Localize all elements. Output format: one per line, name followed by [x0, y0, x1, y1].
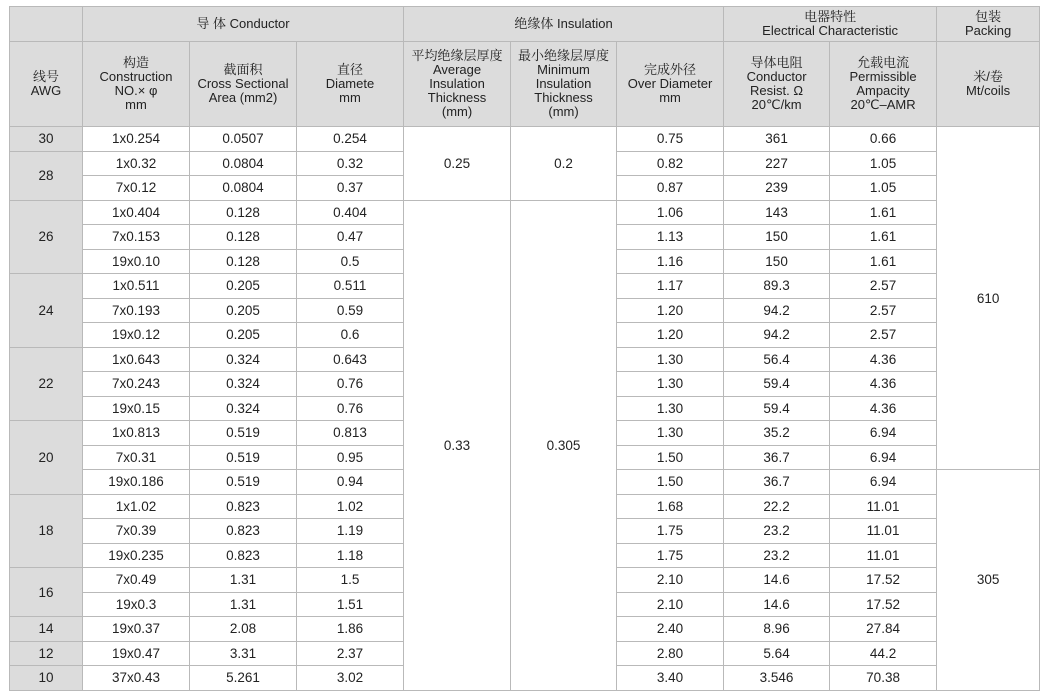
resistance-cell: 3.546	[724, 666, 830, 691]
ampacity-cell: 4.36	[830, 372, 937, 397]
header-electrical: 电器特性 Electrical Characteristic	[724, 7, 937, 42]
header-cross-section: 截面积 Cross Sectional Area (mm2)	[190, 42, 297, 127]
resistance-cell: 94.2	[724, 323, 830, 348]
cross-section-cell: 2.08	[190, 617, 297, 642]
ampacity-cell: 11.01	[830, 519, 937, 544]
over-diameter-cell: 2.10	[617, 592, 724, 617]
resistance-cell: 23.2	[724, 543, 830, 568]
resistance-cell: 56.4	[724, 347, 830, 372]
diameter-cell: 0.32	[297, 151, 404, 176]
construction-cell: 19x0.47	[83, 641, 190, 666]
construction-cell: 1x0.254	[83, 127, 190, 152]
diameter-cell: 0.76	[297, 372, 404, 397]
ampacity-cell: 17.52	[830, 592, 937, 617]
resistance-cell: 150	[724, 225, 830, 250]
ampacity-cell: 2.57	[830, 274, 937, 299]
over-diameter-cell: 1.30	[617, 396, 724, 421]
awg-cell: 22	[10, 347, 83, 421]
awg-cell: 20	[10, 421, 83, 495]
header-diameter: 直径 Diamete mm	[297, 42, 404, 127]
diameter-cell: 2.37	[297, 641, 404, 666]
diameter-cell: 1.18	[297, 543, 404, 568]
cross-section-cell: 0.324	[190, 347, 297, 372]
resistance-cell: 227	[724, 151, 830, 176]
resistance-cell: 8.96	[724, 617, 830, 642]
ampacity-cell: 17.52	[830, 568, 937, 593]
over-diameter-cell: 1.20	[617, 298, 724, 323]
cross-section-cell: 0.823	[190, 519, 297, 544]
header-packing: 包装 Packing	[937, 7, 1040, 42]
construction-cell: 1x1.02	[83, 494, 190, 519]
table-header	[10, 7, 1040, 127]
ampacity-cell: 44.2	[830, 641, 937, 666]
resistance-cell: 5.64	[724, 641, 830, 666]
cross-section-cell: 0.519	[190, 445, 297, 470]
awg-cell: 26	[10, 200, 83, 274]
over-diameter-cell: 1.50	[617, 445, 724, 470]
cross-section-cell: 5.261	[190, 666, 297, 691]
awg-cell: 16	[10, 568, 83, 617]
over-diameter-cell: 1.75	[617, 543, 724, 568]
awg-cell: 10	[10, 666, 83, 691]
diameter-cell: 0.511	[297, 274, 404, 299]
resistance-cell: 150	[724, 249, 830, 274]
over-diameter-cell: 1.20	[617, 323, 724, 348]
awg-cell: 24	[10, 274, 83, 348]
diameter-cell: 1.19	[297, 519, 404, 544]
resistance-cell: 36.7	[724, 470, 830, 495]
cross-section-cell: 1.31	[190, 592, 297, 617]
table-row	[10, 127, 1040, 152]
ampacity-cell: 1.61	[830, 200, 937, 225]
cross-section-cell: 0.128	[190, 200, 297, 225]
resistance-cell: 59.4	[724, 396, 830, 421]
cross-section-cell: 3.31	[190, 641, 297, 666]
construction-cell: 19x0.37	[83, 617, 190, 642]
ampacity-cell: 6.94	[830, 445, 937, 470]
diameter-cell: 0.6	[297, 323, 404, 348]
avg-insulation-cell: 0.25	[404, 127, 511, 201]
diameter-cell: 0.404	[297, 200, 404, 225]
diameter-cell: 0.94	[297, 470, 404, 495]
over-diameter-cell: 1.50	[617, 470, 724, 495]
ampacity-cell: 11.01	[830, 494, 937, 519]
resistance-cell: 14.6	[724, 568, 830, 593]
construction-cell: 7x0.193	[83, 298, 190, 323]
resistance-cell: 14.6	[724, 592, 830, 617]
resistance-cell: 143	[724, 200, 830, 225]
diameter-cell: 0.254	[297, 127, 404, 152]
table-row	[10, 200, 1040, 225]
diameter-cell: 0.95	[297, 445, 404, 470]
resistance-cell: 36.7	[724, 445, 830, 470]
construction-cell: 7x0.153	[83, 225, 190, 250]
ampacity-cell: 0.66	[830, 127, 937, 152]
resistance-cell: 59.4	[724, 372, 830, 397]
resistance-cell: 89.3	[724, 274, 830, 299]
ampacity-cell: 1.05	[830, 151, 937, 176]
over-diameter-cell: 3.40	[617, 666, 724, 691]
diameter-cell: 1.86	[297, 617, 404, 642]
ampacity-cell: 2.57	[830, 298, 937, 323]
over-diameter-cell: 2.80	[617, 641, 724, 666]
cross-section-cell: 0.205	[190, 323, 297, 348]
construction-cell: 1x0.813	[83, 421, 190, 446]
header-insulation: 绝缘体 Insulation	[404, 7, 724, 42]
avg-insulation-cell: 0.33	[404, 200, 511, 690]
resistance-cell: 22.2	[724, 494, 830, 519]
awg-cell: 14	[10, 617, 83, 642]
cross-section-cell: 0.128	[190, 225, 297, 250]
ampacity-cell: 11.01	[830, 543, 937, 568]
cross-section-cell: 0.519	[190, 421, 297, 446]
packing-cell: 305	[937, 470, 1040, 691]
header-conductor: 导 体 Conductor	[83, 7, 404, 42]
diameter-cell: 0.37	[297, 176, 404, 201]
awg-cell: 18	[10, 494, 83, 568]
construction-cell: 7x0.12	[83, 176, 190, 201]
header-resistance: 导体电阻 Conductor Resist. Ω 20℃/km	[724, 42, 830, 127]
ampacity-cell: 70.38	[830, 666, 937, 691]
cross-section-cell: 0.519	[190, 470, 297, 495]
diameter-cell: 0.47	[297, 225, 404, 250]
cross-section-cell: 0.205	[190, 274, 297, 299]
diameter-cell: 1.5	[297, 568, 404, 593]
resistance-cell: 361	[724, 127, 830, 152]
resistance-cell: 94.2	[724, 298, 830, 323]
over-diameter-cell: 1.16	[617, 249, 724, 274]
construction-cell: 19x0.235	[83, 543, 190, 568]
over-diameter-cell: 1.06	[617, 200, 724, 225]
construction-cell: 19x0.15	[83, 396, 190, 421]
construction-cell: 7x0.49	[83, 568, 190, 593]
awg-cell: 12	[10, 641, 83, 666]
awg-cell: 30	[10, 127, 83, 152]
diameter-cell: 3.02	[297, 666, 404, 691]
cross-section-cell: 0.0804	[190, 176, 297, 201]
over-diameter-cell: 2.40	[617, 617, 724, 642]
construction-cell: 7x0.243	[83, 372, 190, 397]
table-body	[10, 127, 1040, 691]
cross-section-cell: 0.823	[190, 543, 297, 568]
awg-cell: 28	[10, 151, 83, 200]
cross-section-cell: 0.0804	[190, 151, 297, 176]
header-packing-unit: 米/卷 Mt/coils	[937, 42, 1040, 127]
header-blank	[10, 7, 83, 42]
over-diameter-cell: 0.87	[617, 176, 724, 201]
header-avg-insulation: 平均绝缘层厚度 Average Insulation Thickness (mm)	[404, 42, 511, 127]
construction-cell: 19x0.3	[83, 592, 190, 617]
construction-cell: 19x0.186	[83, 470, 190, 495]
diameter-cell: 0.813	[297, 421, 404, 446]
over-diameter-cell: 0.75	[617, 127, 724, 152]
ampacity-cell: 27.84	[830, 617, 937, 642]
header-construction: 构造 Construction NO.× φ mm	[83, 42, 190, 127]
construction-cell: 19x0.10	[83, 249, 190, 274]
construction-cell: 7x0.39	[83, 519, 190, 544]
min-insulation-cell: 0.305	[511, 200, 617, 690]
over-diameter-cell: 1.17	[617, 274, 724, 299]
diameter-cell: 1.02	[297, 494, 404, 519]
over-diameter-cell: 0.82	[617, 151, 724, 176]
diameter-cell: 0.643	[297, 347, 404, 372]
resistance-cell: 239	[724, 176, 830, 201]
over-diameter-cell: 1.30	[617, 421, 724, 446]
cross-section-cell: 0.205	[190, 298, 297, 323]
diameter-cell: 0.5	[297, 249, 404, 274]
construction-cell: 7x0.31	[83, 445, 190, 470]
ampacity-cell: 6.94	[830, 470, 937, 495]
header-over-diameter: 完成外径 Over Diameter mm	[617, 42, 724, 127]
ampacity-cell: 1.61	[830, 249, 937, 274]
resistance-cell: 23.2	[724, 519, 830, 544]
construction-cell: 37x0.43	[83, 666, 190, 691]
over-diameter-cell: 1.30	[617, 372, 724, 397]
packing-cell: 610	[937, 127, 1040, 470]
min-insulation-cell: 0.2	[511, 127, 617, 201]
construction-cell: 1x0.643	[83, 347, 190, 372]
ampacity-cell: 4.36	[830, 347, 937, 372]
ampacity-cell: 2.57	[830, 323, 937, 348]
cross-section-cell: 1.31	[190, 568, 297, 593]
construction-cell: 19x0.12	[83, 323, 190, 348]
cross-section-cell: 0.324	[190, 396, 297, 421]
ampacity-cell: 1.05	[830, 176, 937, 201]
cross-section-cell: 0.823	[190, 494, 297, 519]
diameter-cell: 0.59	[297, 298, 404, 323]
header-min-insulation: 最小绝缘层厚度 Minimum Insulation Thickness (mm)	[511, 42, 617, 127]
header-ampacity: 允载电流 Permissible Ampacity 20℃–AMR	[830, 42, 937, 127]
wire-spec-table	[9, 6, 1040, 691]
cross-section-cell: 0.128	[190, 249, 297, 274]
ampacity-cell: 6.94	[830, 421, 937, 446]
construction-cell: 1x0.404	[83, 200, 190, 225]
construction-cell: 1x0.511	[83, 274, 190, 299]
over-diameter-cell: 1.68	[617, 494, 724, 519]
ampacity-cell: 1.61	[830, 225, 937, 250]
construction-cell: 1x0.32	[83, 151, 190, 176]
cross-section-cell: 0.324	[190, 372, 297, 397]
cross-section-cell: 0.0507	[190, 127, 297, 152]
over-diameter-cell: 2.10	[617, 568, 724, 593]
resistance-cell: 35.2	[724, 421, 830, 446]
over-diameter-cell: 1.30	[617, 347, 724, 372]
diameter-cell: 1.51	[297, 592, 404, 617]
ampacity-cell: 4.36	[830, 396, 937, 421]
header-awg: 线号 AWG	[10, 42, 83, 127]
over-diameter-cell: 1.75	[617, 519, 724, 544]
diameter-cell: 0.76	[297, 396, 404, 421]
over-diameter-cell: 1.13	[617, 225, 724, 250]
